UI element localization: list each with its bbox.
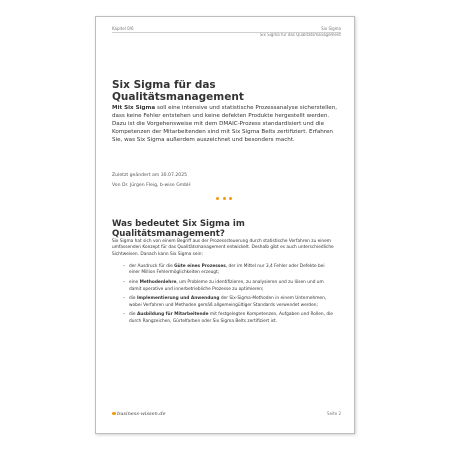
- footer-logo: [112, 411, 166, 417]
- header-subtitle: Six Sigma für das Qualitätsmanagement: [259, 32, 341, 37]
- list-item: – eine Methodenlehre, um Probleme zu identifizieren, zu analysieren und zu lösen und um damit operative und innerbetriebliche Prozesse zu optimieren;: [124, 280, 334, 293]
- article-meta: [112, 171, 332, 190]
- section-paragraph: Six Sigma hat sich von einem Begriff aus der Prozesssteuerung durch statistische Verfahren zu einem umfassenden Konzept für das Qualitätsmanagement entwickelt. Deshalb gibt es auch unterschiedliche Sichtweisen. Danach kann Six Sigma sein:: [112, 239, 334, 257]
- list-item: – die Ausbildung für Mitarbeitende mit festgelegten Kompetenzen, Aufgaben und Rollen, die durch Rangzeichen, Gürtelfarben oder Six Sigma Belts zertifiziert ist.: [124, 312, 334, 325]
- list-item: – die Implementierung und Anwendung der Six-Sigma-Methoden in einem Unternehmen, wobei Verfahren und Methoden gemäß allgemeingültiger Standards verwendet werden;: [124, 296, 334, 309]
- footer-logo-text: business-wissen.de: [117, 411, 166, 417]
- page-number: Seite 2: [327, 411, 341, 416]
- list-item: – der Ausdruck für die Güte eines Prozesses, der im Mittel nur 3,4 Fehler oder Defekte bei einer Million Fehlermöglichkeiten erzeugt;: [124, 264, 334, 277]
- page-title: Six Sigma für das Qualitätsmanagement: [112, 79, 244, 103]
- separator-dot: [229, 197, 232, 200]
- author-line: Von Dr. Jürgen Fleig, b-wise GmbH: [112, 182, 191, 188]
- definition-list: [124, 264, 334, 328]
- separator-dot: [216, 197, 219, 200]
- header-divider: [112, 32, 341, 33]
- header-chapter: Kapitel 0/6: [112, 26, 134, 31]
- separator-dot: [223, 197, 226, 200]
- section-heading: Was bedeutet Six Sigma im Qualitätsmanagement?: [112, 219, 245, 239]
- last-updated: Zuletzt geändert am 30.07.2025: [112, 173, 188, 178]
- intro-paragraph: Mit Six Sigma soll eine intensive und statistische Prozessanalyse sicherstellen, dass keine Fehler entstehen und keine defekten Produkte hergestellt werden. Dazu ist die Vorgehensweise mit dem DMAIC-Prozess standardisiert und die Kompetenzen der Mitarbeitenden sind mit Six Sigma Belts zertifiziert. Erfahren Sie, was Six Sigma außerdem auszeichnet und besonders macht.: [112, 105, 338, 143]
- document-page: [95, 16, 355, 434]
- header-topic: Six Sigma: [321, 26, 341, 31]
- logo-dot-icon: [112, 412, 116, 416]
- section-separator-dots: [216, 196, 238, 202]
